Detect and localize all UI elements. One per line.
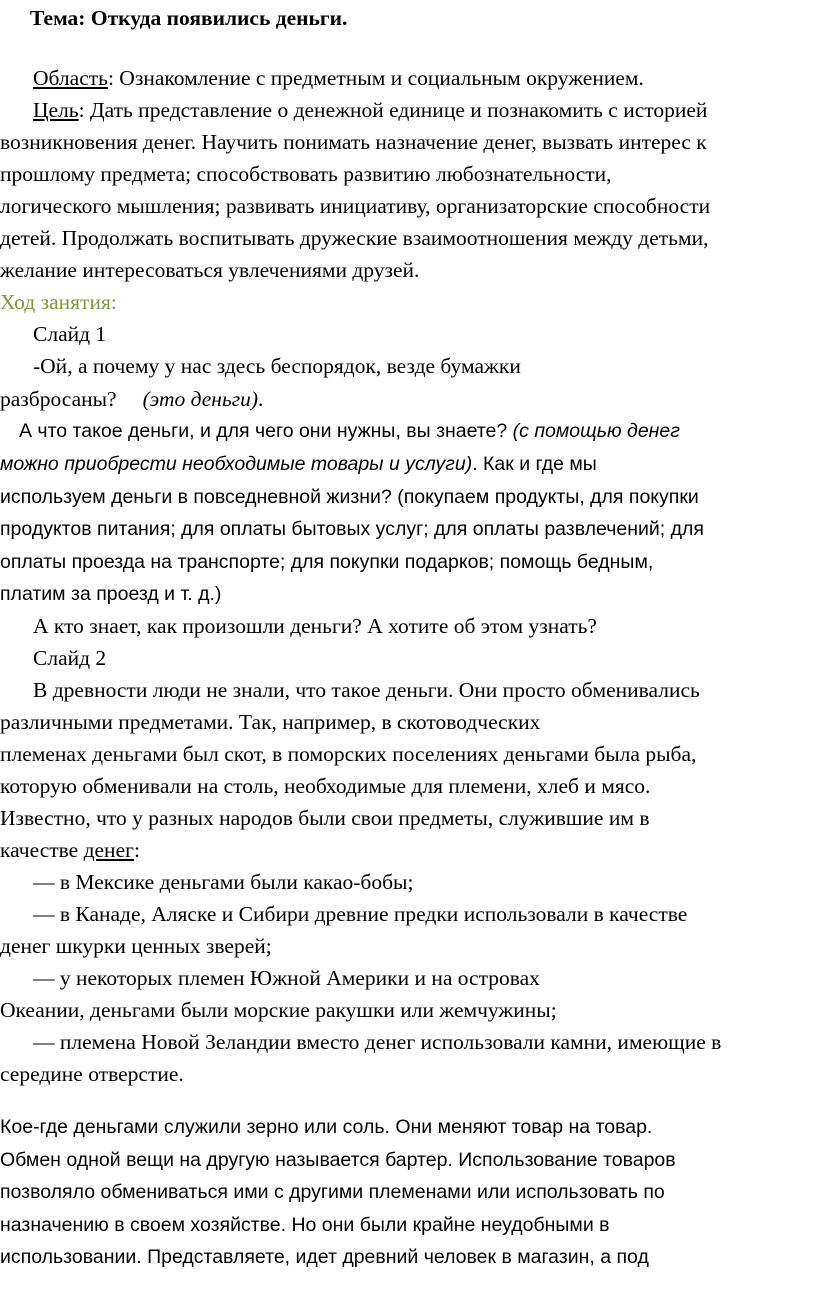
- closing-line: Кое-где деньгами служили зерно или соль. Они меняют товар на товар.: [0, 1116, 653, 1138]
- slide2-text: :: [133, 838, 140, 862]
- goal-line: желание интересоваться увлечениями друзей.: [0, 258, 420, 282]
- goal-line: прошлому предмета; способствовать развитию любознательности,: [0, 162, 612, 186]
- slide1-question: оплаты проезда на транспорте; для покупки подарков; помощь бедным,: [0, 551, 654, 573]
- slide1-label: Слайд 1: [33, 322, 107, 346]
- question-text: . Как и где мы: [472, 453, 597, 475]
- list-item: — в Мексике деньгами были какао-бобы;: [33, 870, 414, 894]
- page-title: Тема: Откуда появились деньги.: [30, 6, 348, 30]
- money-link[interactable]: денег: [83, 838, 134, 862]
- question-text: А что такое деньги, и для чего они нужны, вы знаете?: [19, 420, 508, 442]
- area-text: : Ознакомление с предметным и социальным окружением.: [107, 66, 644, 90]
- goal-text: : Дать представление о денежной единице и познакомить с историей: [78, 98, 708, 122]
- slide1-line: -Ой, а почему у нас здесь беспорядок, везде бумажки: [33, 354, 521, 378]
- closing-line: использовании. Представляете, идет древний человек в магазин, а под: [0, 1246, 649, 1268]
- slide1-outro: А кто знает, как произошли деньги? А хотите об этом узнать?: [33, 614, 597, 638]
- slide2-line: [0, 835, 140, 865]
- question-answer: (с помощью денег: [512, 420, 680, 442]
- slide2-line: которую обменивали на столь, необходимые для племени, хлеб и мясо.: [0, 774, 651, 798]
- area-label: Область: [33, 66, 108, 90]
- slide1-text: разбросаны?: [0, 387, 117, 411]
- slide1-period: .: [258, 387, 264, 411]
- lesson-heading: Ход занятия:: [0, 290, 117, 314]
- list-item: — у некоторых племен Южной Америки и на островах: [33, 966, 540, 990]
- slide1-question: [0, 449, 597, 479]
- slide1-question: используем деньги в повседневной жизни? (покупаем продукты, для покупки: [0, 486, 699, 508]
- slide1-question: [19, 416, 680, 446]
- area-line: [33, 63, 644, 93]
- slide1-question: платим за проезд и т. д.): [0, 583, 222, 605]
- slide2-line: различными предметами. Так, например, в скотоводческих: [0, 710, 541, 734]
- closing-line: Обмен одной вещи на другую называется бартер. Использование товаров: [0, 1149, 676, 1171]
- closing-line: назначению в своем хозяйстве. Но они были крайне неудобными в: [0, 1214, 610, 1236]
- goal-line: [33, 95, 707, 125]
- goal-label: Цель: [33, 98, 79, 122]
- closing-line: позволяло обмениваться ими с другими племенами или использовать по: [0, 1181, 665, 1203]
- slide2-line: племенах деньгами был скот, в поморских поселениях деньгами была рыба,: [0, 742, 697, 766]
- slide2-line: В древности люди не знали, что такое деньги. Они просто обменивались: [33, 678, 700, 702]
- list-item: Океании, деньгами были морские ракушки или жемчужины;: [0, 998, 557, 1022]
- list-item: середине отверстие.: [0, 1062, 184, 1086]
- slide2-label: Слайд 2: [33, 646, 107, 670]
- list-item: — племена Новой Зеландии вместо денег использовали камни, имеющие в: [33, 1030, 722, 1054]
- slide2-text: качестве: [0, 838, 84, 862]
- slide2-line: Известно, что у разных народов были свои предметы, служившие им в: [0, 806, 650, 830]
- question-answer: можно приобрести необходимые товары и услуги): [0, 453, 473, 475]
- list-item: денег шкурки ценных зверей;: [0, 934, 272, 958]
- goal-line: логического мышления; развивать инициативу, организаторские способности: [0, 194, 711, 218]
- goal-line: возникновения денег. Научить понимать назначение денег, вызвать интерес к: [0, 130, 707, 154]
- goal-line: детей. Продолжать воспитывать дружеские взаимоотношения между детьми,: [0, 226, 709, 250]
- list-item: — в Канаде, Аляске и Сибири древние предки использовали в качестве: [33, 902, 688, 926]
- slide1-italic: (это деньги): [142, 387, 259, 411]
- slide1-line: [0, 384, 263, 414]
- slide1-question: продуктов питания; для оплаты бытовых услуг; для оплаты развлечений; для: [0, 518, 704, 540]
